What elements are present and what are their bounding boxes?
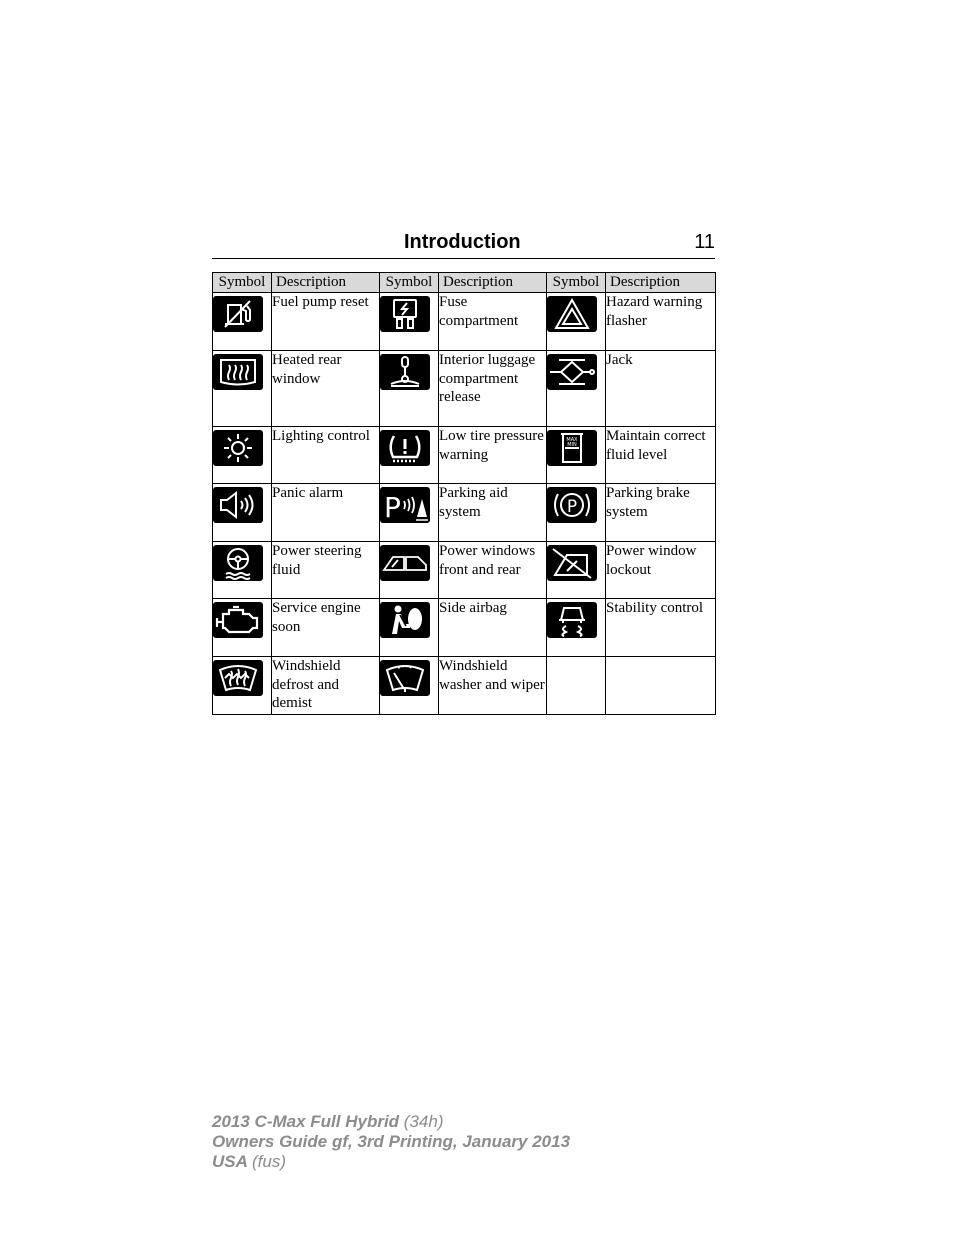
interior-luggage-release-icon bbox=[380, 354, 430, 390]
svg-text:MAX: MAX bbox=[566, 437, 578, 443]
table-header-row bbox=[213, 273, 716, 293]
power-steering-fluid-icon bbox=[213, 545, 263, 581]
description-cell: Fuse compartment bbox=[439, 293, 547, 351]
footer-market: USA bbox=[212, 1152, 248, 1171]
description-cell: Maintain correct fluid level bbox=[606, 427, 716, 484]
side-airbag-icon bbox=[380, 602, 430, 638]
description-cell: Windshield washer and wiper bbox=[439, 657, 547, 715]
low-tire-pressure-icon bbox=[380, 430, 430, 466]
symbol-cell bbox=[380, 599, 439, 657]
table-row bbox=[213, 427, 716, 484]
fuel-pump-reset-icon bbox=[213, 296, 263, 332]
svg-text:MIN: MIN bbox=[567, 442, 577, 448]
service-engine-icon bbox=[213, 602, 263, 638]
description-cell: Parking aid system bbox=[439, 484, 547, 542]
symbol-cell bbox=[213, 427, 272, 484]
symbol-cell bbox=[213, 484, 272, 542]
description-cell: Windshield defrost and demist bbox=[272, 657, 380, 715]
column-header: Symbol bbox=[547, 273, 606, 293]
empty-symbol-cell bbox=[547, 657, 606, 715]
footer-line-model bbox=[212, 1112, 570, 1132]
description-cell: Parking brake system bbox=[606, 484, 716, 542]
table-row bbox=[213, 657, 716, 715]
stability-control-icon bbox=[547, 602, 597, 638]
page-title: Introduction bbox=[404, 231, 521, 253]
symbol-cell bbox=[380, 351, 439, 427]
symbol-cell bbox=[380, 427, 439, 484]
description-cell: Lighting control bbox=[272, 427, 380, 484]
footer-line-market bbox=[212, 1152, 570, 1172]
page-footer bbox=[212, 1112, 570, 1172]
symbol-cell bbox=[380, 484, 439, 542]
column-header: Symbol bbox=[213, 273, 272, 293]
symbol-cell bbox=[380, 293, 439, 351]
description-cell: Power steering fluid bbox=[272, 542, 380, 599]
description-cell: Service engine soon bbox=[272, 599, 380, 657]
description-cell: Power windows front and rear bbox=[439, 542, 547, 599]
parking-brake-icon bbox=[547, 487, 597, 523]
table-row bbox=[213, 293, 716, 351]
symbol-cell bbox=[547, 351, 606, 427]
column-header: Description bbox=[272, 273, 380, 293]
symbol-table bbox=[212, 272, 716, 715]
description-cell: Power window lockout bbox=[606, 542, 716, 599]
symbol-cell bbox=[213, 599, 272, 657]
description-cell: Jack bbox=[606, 351, 716, 427]
lighting-control-icon bbox=[213, 430, 263, 466]
description-cell: Low tire pressure warning bbox=[439, 427, 547, 484]
page-number: 11 bbox=[694, 231, 715, 253]
table-row bbox=[213, 542, 716, 599]
heated-rear-window-icon bbox=[213, 354, 263, 390]
svg-text:P: P bbox=[566, 497, 578, 517]
svg-text:P: P bbox=[384, 491, 401, 523]
description-cell: Side airbag bbox=[439, 599, 547, 657]
description-cell: Stability control bbox=[606, 599, 716, 657]
hazard-warning-flasher-icon bbox=[547, 296, 597, 332]
symbol-cell bbox=[547, 599, 606, 657]
column-header: Symbol bbox=[380, 273, 439, 293]
windshield-washer-icon bbox=[380, 660, 430, 696]
panic-alarm-icon bbox=[213, 487, 263, 523]
symbol-cell bbox=[547, 427, 606, 484]
symbol-cell bbox=[213, 542, 272, 599]
description-cell: Heated rear window bbox=[272, 351, 380, 427]
empty-description-cell bbox=[606, 657, 716, 715]
symbol-cell bbox=[213, 657, 272, 715]
jack-icon bbox=[547, 354, 597, 390]
fuse-compartment-icon bbox=[380, 296, 430, 332]
symbol-cell bbox=[213, 351, 272, 427]
description-cell: Interior luggage compartment release bbox=[439, 351, 547, 427]
description-cell: Panic alarm bbox=[272, 484, 380, 542]
symbol-cell bbox=[380, 657, 439, 715]
footer-market-code: (fus) bbox=[252, 1152, 286, 1171]
page-header bbox=[212, 228, 715, 259]
power-windows-icon bbox=[380, 545, 430, 581]
parking-aid-icon bbox=[380, 487, 430, 523]
symbol-cell bbox=[213, 293, 272, 351]
description-cell: Fuel pump reset bbox=[272, 293, 380, 351]
footer-line-guide: Owners Guide gf, 3rd Printing, January 2013 bbox=[212, 1132, 571, 1151]
windshield-defrost-icon bbox=[213, 660, 263, 696]
fluid-level-icon bbox=[547, 430, 597, 466]
footer-model-code: (34h) bbox=[403, 1112, 444, 1131]
symbol-cell bbox=[547, 293, 606, 351]
symbol-cell bbox=[547, 484, 606, 542]
column-header: Description bbox=[439, 273, 547, 293]
symbol-cell bbox=[380, 542, 439, 599]
column-header: Description bbox=[606, 273, 716, 293]
footer-model: 2013 C-Max Full Hybrid bbox=[212, 1112, 400, 1131]
table-row bbox=[213, 351, 716, 427]
table-row bbox=[213, 599, 716, 657]
symbol-cell bbox=[547, 542, 606, 599]
power-window-lockout-icon bbox=[547, 545, 597, 581]
description-cell: Hazard warning flasher bbox=[606, 293, 716, 351]
table-row bbox=[213, 484, 716, 542]
